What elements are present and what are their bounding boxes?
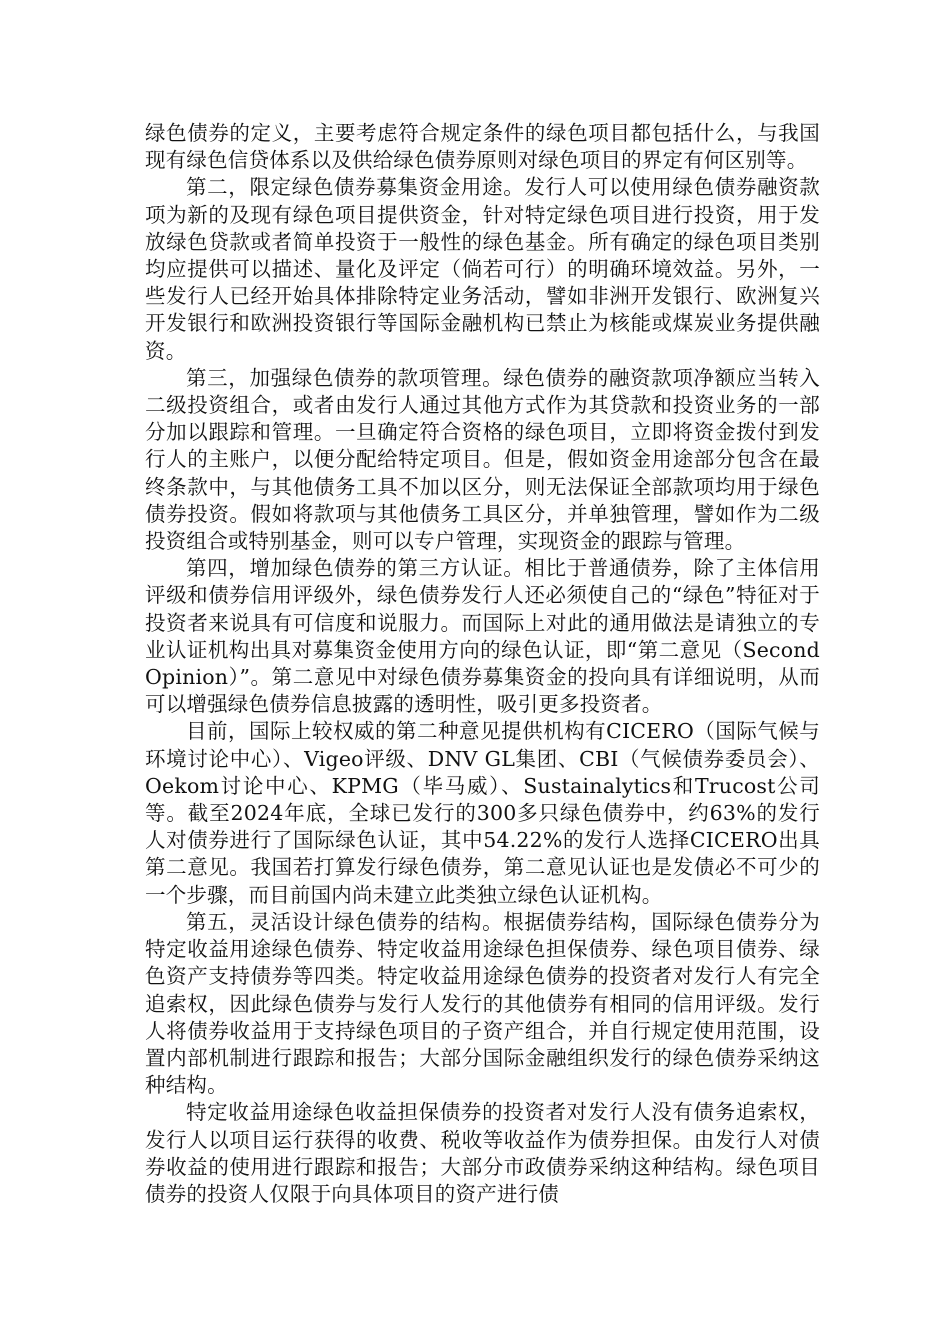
paragraph-5: 目前，国际上较权威的第二种意见提供机构有CICERO（国际气候与环境讨论中心）、Vigeo评级、DNV GL集团、CBI（气候债券委员会）、Oekom讨论中心、KPMG（毕马威）、Sustainalytics和Trucost公司等。截至2024年底，全球已发行的300多只绿色债券中，约63%的发行人对债券进行了国际绿色认证，其中54.22%的发行人选择CICERO出具第二意见。我国若打算发行绿色债券，第二意见认证也是发债必不可少的一个步骤，而目前国内尚未建立此类独立绿色认证机构。 bbox=[145, 719, 820, 907]
paragraph-6: 第五，灵活设计绿色债券的结构。根据债券结构，国际绿色债券分为特定收益用途绿色债券、特定收益用途绿色担保债券、绿色项目债券、绿色资产支持债券等四类。特定收益用途绿色债券的投资者对发行人有完全追索权，因此绿色债券与发行人发行的其他债券有相同的信用评级。发行人将债券收益用于支持绿色项目的子资产组合，并自行规定使用范围，设置内部机制进行跟踪和报告；大部分国际金融组织发行的绿色债券采纳这种结构。 bbox=[145, 909, 820, 1098]
paragraph-2: 第二，限定绿色债券募集资金用途。发行人可以使用绿色债券融资款项为新的及现有绿色项目提供资金，针对特定绿色项目进行投资，用于发放绿色贷款或者简单投资于一般性的绿色基金。所有确定的绿色项目类别均应提供可以描述、量化及评定（倘若可行）的明确环境效益。另外，一些发行人已经开始具体排除特定业务活动，譬如非洲开发银行、欧洲复兴开发银行和欧洲投资银行等国际金融机构已禁止为核能或煤炭业务提供融资。 bbox=[145, 175, 820, 363]
paragraph-3: 第三，加强绿色债券的款项管理。绿色债券的融资款项净额应当转入二级投资组合，或者由发行人通过其他方式作为其贷款和投资业务的一部分加以跟踪和管理。一旦确定符合资格的绿色项目，立即将资金拨付到发行人的主账户，以便分配给特定项目。但是，假如资金用途部分包含在最终条款中，与其他债务工具不加以区分，则无法保证全部款项均用于绿色债券投资。假如将款项与其他债务工具区分，并单独管理，譬如作为二级投资组合或特别基金，则可以专户管理，实现资金的跟踪与管理。 bbox=[145, 365, 820, 554]
document-body bbox=[145, 120, 820, 1208]
paragraph-1: 绿色债券的定义，主要考虑符合规定条件的绿色项目都包括什么，与我国现有绿色信贷体系以及供给绿色债券原则对绿色项目的界定有何区别等。 bbox=[145, 121, 820, 173]
paragraph-7: 特定收益用途绿色收益担保债券的投资者对发行人没有债务追索权，发行人以项目运行获得的收费、税收等收益作为债券担保。由发行人对债券收益的使用进行跟踪和报告；大部分市政债券采纳这种结构。绿色项目债券的投资人仅限于向具体项目的资产进行债 bbox=[145, 1100, 820, 1206]
paragraph-4: 第四，增加绿色债券的第三方认证。相比于普通债券，除了主体信用评级和债券信用评级外，绿色债券发行人还必须使自己的“绿色”特征对于投资者来说具有可信度和说服力。而国际上对此的通用做法是请独立的专业认证机构出具对募集资金使用方向的绿色认证，即“第二意见（Second Opinion）”。第二意见中对绿色债券募集资金的投向具有详细说明，从而可以增强绿色债券信息披露的透明性，吸引更多投资者。 bbox=[145, 556, 820, 717]
